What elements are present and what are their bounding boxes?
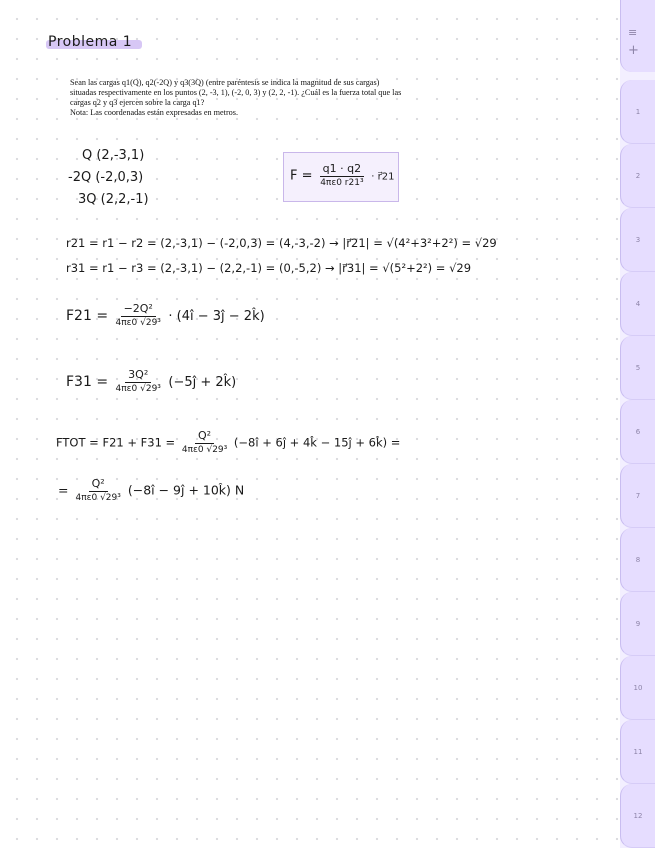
f21-lhs: F21 = <box>66 308 109 324</box>
ftot-numerator: Q² <box>195 429 214 444</box>
equation-f21 <box>66 302 265 330</box>
formula-vector: · r⃗21 <box>371 171 395 183</box>
section-tab[interactable]: 5 <box>620 336 655 400</box>
charge-item: -2Q (-2,0,3) <box>68 170 144 185</box>
formula-numerator: q1 · q2 <box>320 162 364 177</box>
f31-denominator: 4πε0 √29³ <box>115 384 161 394</box>
page-title: Problema 1 <box>48 34 133 50</box>
formula-denominator: 4πε0 r21³ <box>320 178 364 188</box>
result-denominator: 4πε0 √29³ <box>75 493 121 503</box>
f31-lhs: F31 = <box>66 374 109 390</box>
ftot-vector: (−8î + 6ĵ + 4k̂ − 15ĵ + 6k̂) = <box>233 435 401 450</box>
section-tab[interactable]: 10 <box>620 656 655 720</box>
statement-line: situadas respectivamente en los puntos (2, -3, 1), (-2, 0, 3) y (2, 2, -1). ¿Cuál es la fuerza total que las <box>70 88 402 97</box>
f31-vector: (−5ĵ + 2k̂) <box>168 375 237 390</box>
f31-fraction <box>116 368 161 396</box>
statement-note: Nota: Las coordenadas están expresadas en metros. <box>70 108 239 117</box>
charge-item: 3Q (2,2,-1) <box>78 192 149 207</box>
result-vector: (−8î − 9ĵ + 10k̂) N <box>127 482 245 498</box>
equation-ftot <box>56 429 400 457</box>
f31-numerator: 3Q² <box>125 368 151 383</box>
coulomb-formula-box <box>283 152 399 202</box>
section-tab[interactable]: 8 <box>620 528 655 592</box>
section-tab[interactable]: 2 <box>620 144 655 208</box>
statement-line: Sean las cargas q1(Q), q2(-2Q) y q3(3Q) (entre paréntesis se indica la magnitud de sus cargas) <box>70 78 380 87</box>
section-tab[interactable]: 4 <box>620 272 655 336</box>
section-tab[interactable]: 11 <box>620 720 655 784</box>
section-tab[interactable]: 12 <box>620 784 655 848</box>
result-fraction <box>75 477 120 505</box>
equation-f31 <box>66 368 236 396</box>
equation-result <box>58 477 244 505</box>
ftot-fraction <box>182 429 227 457</box>
section-tab[interactable]: 6 <box>620 400 655 464</box>
tab-strip-header <box>620 0 655 72</box>
coulomb-formula <box>290 162 394 190</box>
formula-lhs: F = <box>290 168 313 184</box>
add-page-icon[interactable]: + <box>628 43 639 58</box>
equation-r31: r31 = r1 − r3 = (2,-3,1) − (2,2,-1) = (0,-5,2) → |r⃗31| = √(5²+2²) = √29 <box>66 261 472 275</box>
charges-list <box>68 145 149 211</box>
f21-numerator: −2Q² <box>121 302 156 317</box>
ftot-denominator: 4πε0 √29³ <box>181 445 228 455</box>
result-numerator: Q² <box>89 477 108 492</box>
statement-line: cargas q2 y q3 ejercen sobre la carga q1? <box>70 98 205 107</box>
ftot-lhs: FTOT = F21 + F31 = <box>56 435 176 450</box>
f21-denominator: 4πε0 √29³ <box>115 318 161 328</box>
section-tab[interactable]: 3 <box>620 208 655 272</box>
result-lhs: = <box>58 482 69 498</box>
menu-icon[interactable]: ≡ <box>628 26 638 39</box>
equation-r21: r21 = r1 − r2 = (2,-3,1) − (-2,0,3) = (4,-3,-2) → |r⃗21| = √(4²+3²+2²) = √29 <box>66 236 497 250</box>
section-tab[interactable]: 1 <box>620 80 655 144</box>
f21-vector: · (4î − 3ĵ − 2k̂) <box>168 309 265 324</box>
problem-statement <box>70 78 455 118</box>
f21-fraction <box>116 302 161 330</box>
charge-item: Q (2,-3,1) <box>82 148 145 163</box>
section-tab[interactable]: 9 <box>620 592 655 656</box>
section-tab[interactable]: 7 <box>620 464 655 528</box>
formula-fraction <box>320 162 364 190</box>
